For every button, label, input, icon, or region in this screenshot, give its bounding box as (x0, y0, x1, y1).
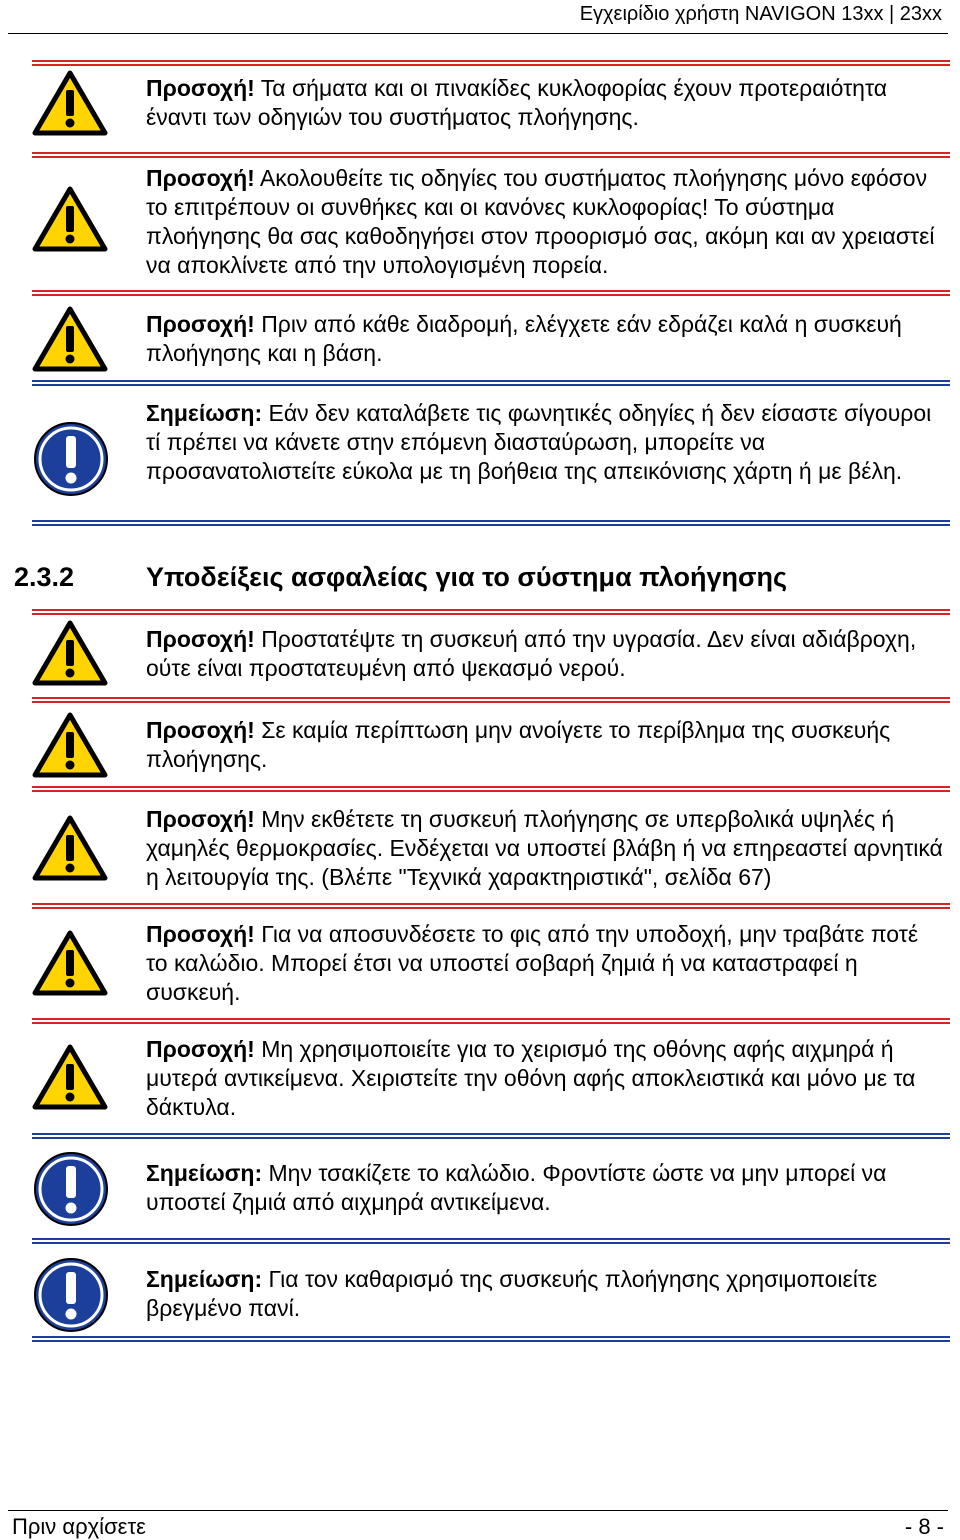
warning-body: Προστατέψτε τη συσκευή από την υγρασία. Δεν είναι αδιάβροχη, ούτε είναι προστατευμένη από ψεκασμό νερού. (146, 626, 917, 681)
warning-text (146, 625, 946, 683)
note-rule (32, 520, 950, 522)
warning-rule (32, 786, 950, 788)
header-divider (8, 33, 948, 34)
note-text (146, 399, 946, 486)
warning-rule (32, 152, 950, 154)
warning-triangle-icon (32, 930, 108, 996)
info-exclamation-icon (32, 1256, 110, 1334)
warning-body: Τα σήματα και οι πινακίδες κυκλοφορίας έχουν προτεραιότητα έναντι των οδηγιών του συστήματος πλοήγησης. (146, 75, 888, 130)
warning-label: Προσοχή! (146, 921, 255, 947)
note-label: Σημείωση: (146, 400, 263, 426)
warning-body: Ακολουθείτε τις οδηγίες του συστήματος πλοήγησης μόνο εφόσον το επιτρέπουν οι συνθήκες και οι κανόνες κυκλοφορίας! Το σύστημα πλοήγησης θα σας καθοδηγήσει στον προορισμό σας, ακόμη και αν χρειαστεί να αποκλίνετε από την υπολογισμένη πορεία. (146, 165, 935, 278)
note-label: Σημείωση: (146, 1160, 263, 1186)
footer-divider (8, 1510, 948, 1511)
info-exclamation-icon (32, 420, 110, 498)
warning-text (146, 1035, 946, 1122)
warning-label: Προσοχή! (146, 717, 255, 743)
warning-rule (32, 903, 950, 905)
note-text (146, 1265, 946, 1323)
note-label: Σημείωση: (146, 1266, 263, 1292)
warning-label: Προσοχή! (146, 626, 255, 652)
note-body: Για τον καθαρισμό της συσκευής πλοήγησης χρησιμοποιείτε βρεγμένο πανί. (146, 1266, 878, 1321)
warning-triangle-icon (32, 620, 108, 686)
info-exclamation-icon (32, 1150, 110, 1228)
note-rule (32, 1238, 950, 1240)
warning-triangle-icon (32, 186, 108, 252)
warning-rule (32, 609, 950, 611)
warning-text (146, 805, 946, 892)
note-rule (32, 380, 950, 382)
section-number: 2.3.2 (14, 562, 75, 592)
warning-label: Προσοχή! (146, 1036, 255, 1062)
warning-triangle-icon (32, 70, 108, 136)
warning-text (146, 310, 946, 368)
page-number: - 8 - (904, 1514, 944, 1539)
warning-label: Προσοχή! (146, 75, 255, 101)
note-rule (32, 1133, 950, 1135)
footer-chapter: Πριν αρχίσετε (12, 1514, 146, 1539)
warning-text (146, 920, 946, 1007)
warning-rule (32, 1018, 950, 1020)
warning-text (146, 74, 946, 132)
warning-body: Μην εκθέτετε τη συσκευή πλοήγησης σε υπερβολικά υψηλές ή χαμηλές θερμοκρασίες. Ενδέχεται να υποστεί βλάβη ή να επηρεαστεί αρνητικά η λειτουργία της. (Βλέπε "Τεχνικά χαρακτηριστικά", σελίδα 67) (146, 806, 943, 890)
note-text (146, 1159, 946, 1217)
note-body: Μην τσακίζετε το καλώδιο. Φροντίστε ώστε να μην μπορεί να υποστεί ζημιά από αιχμηρά αντικείμενα. (146, 1160, 887, 1215)
warning-triangle-icon (32, 1044, 108, 1110)
page-header: Εγχειρίδιο χρήστη NAVIGON 13xx | 23xx (579, 3, 942, 25)
warning-text (146, 716, 946, 774)
warning-label: Προσοχή! (146, 311, 255, 337)
warning-label: Προσοχή! (146, 165, 255, 191)
section-title: Υποδείξεις ασφαλείας για το σύστημα πλοήγησης (146, 562, 788, 592)
warning-body: Μη χρησιμοποιείτε για το χειρισμό της οθόνης αφής αιχμηρά ή μυτερά αντικείμενα. Χειριστείτε την οθόνη αφής αποκλειστικά και μόνο με τα δάκτυλα. (146, 1036, 916, 1120)
warning-rule (32, 290, 950, 292)
warning-label: Προσοχή! (146, 806, 255, 832)
warning-body: Πριν από κάθε διαδρομή, ελέγχετε εάν εδράζει καλά η συσκευή πλοήγησης και η βάση. (146, 311, 902, 366)
warning-rule (32, 60, 950, 62)
warning-rule (32, 697, 950, 699)
warning-text (146, 164, 946, 280)
note-body: Εάν δεν καταλάβετε τις φωνητικές οδηγίες ή δεν είσαστε σίγουροι τί πρέπει να κάνετε στην επόμενη διασταύρωση, μπορείτε να προσανατολιστείτε εύκολα με τη βοήθεια της απεικόνισης χάρτη ή με βέλη. (146, 400, 932, 484)
note-rule (32, 1336, 950, 1338)
warning-triangle-icon (32, 306, 108, 372)
warning-triangle-icon (32, 712, 108, 778)
warning-body: Σε καμία περίπτωση μην ανοίγετε το περίβλημα της συσκευής πλοήγησης. (146, 717, 891, 772)
warning-triangle-icon (32, 815, 108, 881)
warning-body: Για να αποσυνδέσετε το φις από την υποδοχή, μην τραβάτε ποτέ το καλώδιο. Μπορεί έτσι να υποστεί σοβαρή ζημιά ή να καταστραφεί η συσκευή. (146, 921, 919, 1005)
